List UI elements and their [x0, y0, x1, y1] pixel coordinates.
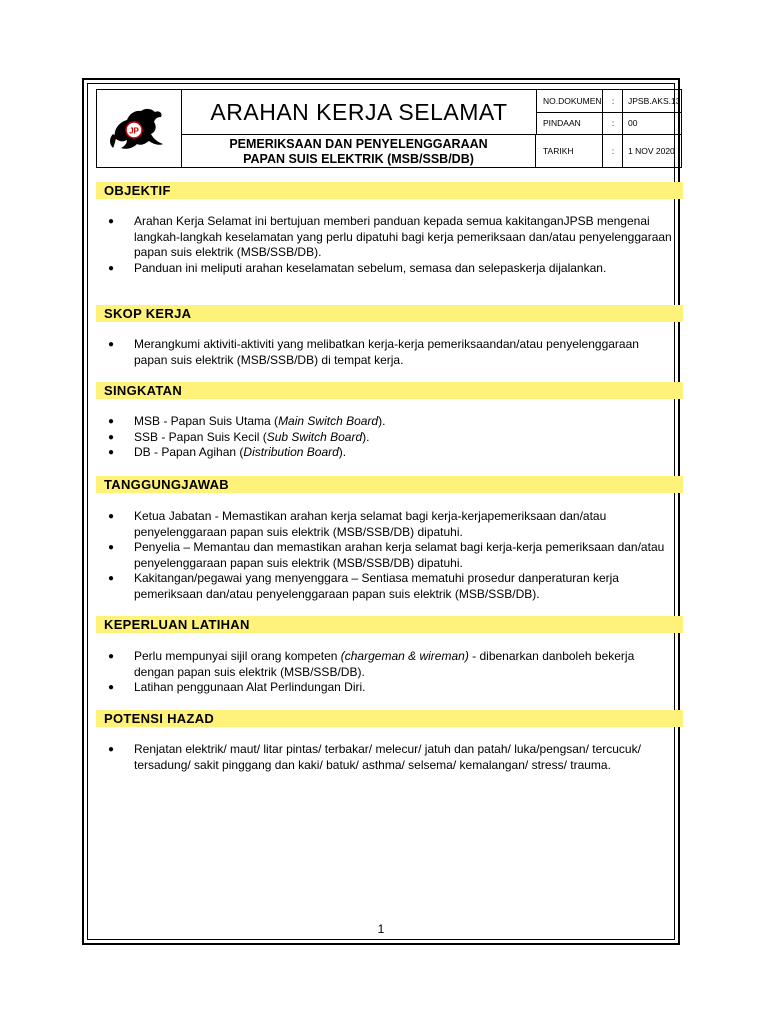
meta-colon: :	[604, 112, 623, 134]
subtitle-line-1: PEMERIKSAAN DAN PENYELENGGARAAN	[229, 137, 488, 151]
meta-value: JPSB.AKS.13	[628, 96, 681, 106]
bullet-icon: ●	[108, 651, 115, 662]
document-subtitle	[182, 135, 536, 167]
latihan-list	[104, 649, 674, 696]
meta-value: 00	[628, 118, 638, 128]
bullet-icon: ●	[108, 682, 115, 693]
meta-value: 1 NOV 2020	[628, 146, 675, 156]
bullet-icon: ●	[108, 511, 115, 522]
logo-cell	[97, 90, 182, 167]
page-number: 1	[377, 922, 385, 936]
list-item: ● DB - Papan Agihan (Distribution Board).	[108, 445, 347, 459]
list-item: ● Penyelia – Memantau dan memastikan arahan kerja selamat bagi kerja-kerja pemeriksaan dan/atau penyelenggaraan papan suis elektrik (MSB/SSB/DB) dipatuhi.	[108, 540, 665, 570]
list-item: ● SSB - Papan Suis Kecil (Sub Switch Board).	[108, 429, 370, 444]
list-item: ● MSB - Papan Suis Utama (Main Switch Board).	[108, 414, 386, 428]
header-table	[96, 89, 682, 168]
document-title: ARAHAN KERJA SELAMAT	[182, 90, 537, 135]
section-heading-potensi-hazad: POTENSI HAZAD	[96, 710, 683, 727]
meta-colon: :	[604, 90, 623, 112]
meta-colon: :	[604, 135, 623, 167]
bullet-icon: ●	[108, 542, 115, 553]
section-heading-tanggungjawab: TANGGUNGJAWAB	[96, 476, 683, 493]
bullet-icon: ●	[108, 431, 115, 443]
page-inner-border	[87, 83, 681, 940]
svg-text:JP: JP	[129, 126, 139, 136]
meta-label: TARIKH	[537, 135, 603, 167]
bullet-icon: ●	[108, 447, 115, 458]
section-heading-keperluan-latihan: KEPERLUAN LATIHAN	[96, 616, 683, 633]
list-item: ● Merangkumi aktiviti-aktiviti yang melibatkan kerja-kerja pemeriksaandan/atau penyelenggaraan papan suis elektrik (MSB/SSB/DB) di tempat kerja.	[108, 337, 639, 367]
meta-row-date	[537, 135, 681, 167]
bullet-icon: ●	[108, 216, 115, 227]
prancing-horse-logo-icon	[107, 104, 169, 154]
meta-row-document-number	[537, 90, 681, 113]
document-page	[82, 78, 680, 945]
skop-list	[104, 337, 674, 368]
list-item: ● Panduan ini meliputi arahan keselamatan sebelum, semasa dan selepaskerja dijalankan.	[108, 260, 607, 275]
hazad-list	[104, 742, 674, 773]
meta-label: PINDAAN	[537, 112, 603, 134]
section-heading-skop-kerja: SKOP KERJA	[96, 305, 683, 322]
subtitle-line-2: PAPAN SUIS ELEKTRIK (MSB/SSB/DB)	[243, 152, 474, 166]
list-item: ● Latihan penggunaan Alat Perlindungan Diri.	[108, 680, 366, 694]
list-item: ● Renjatan elektrik/ maut/ litar pintas/ terbakar/ melecur/ jatuh dan patah/ luka/pengsan/ tercucuk/ tersadung/ sakit pinggang dan kaki/ batuk/ asthma/ selsema/ kemalangan/ stress/ trauma.	[108, 742, 641, 772]
bullet-icon: ●	[108, 573, 115, 584]
singkatan-list	[104, 414, 674, 461]
objektif-list	[104, 214, 674, 276]
list-item: ● Kakitangan/pegawai yang menyenggara – Sentiasa mematuhi prosedur danperaturan kerja pemeriksaan dan/atau penyelenggaraan papan suis elektrik (MSB/SSB/DB).	[108, 571, 619, 601]
bullet-icon: ●	[108, 416, 115, 427]
list-item: ● Perlu mempunyai sijil orang kompeten (chargeman & wireman) - dibenarkan danboleh bekerja dengan papan suis elektrik (MSB/SSB/DB).	[108, 649, 635, 679]
bullet-icon: ●	[108, 744, 115, 755]
section-heading-singkatan: SINGKATAN	[96, 382, 683, 399]
bullet-icon: ●	[108, 262, 115, 274]
meta-row-revision	[537, 112, 681, 135]
meta-label: NO.DOKUMEN	[537, 90, 603, 112]
document-meta-table	[537, 90, 681, 167]
list-item: ● Arahan Kerja Selamat ini bertujuan memberi panduan kepada semua kakitanganJPSB mengenai langkah-langkah keselamatan yang perlu dipatuhi bagi kerja pemeriksaan dan/atau penyelenggaraan papan suis elektrik (MSB/SSB/DB).	[108, 214, 672, 259]
section-heading-objektif: OBJEKTIF	[96, 182, 683, 199]
tanggungjawab-list	[104, 509, 674, 602]
bullet-icon: ●	[108, 339, 115, 350]
list-item: ● Ketua Jabatan - Memastikan arahan kerja selamat bagi kerja-kerjapemeriksaan dan/atau penyelenggaraan papan suis elektrik (MSB/SSB/DB) dipatuhi.	[108, 509, 607, 539]
